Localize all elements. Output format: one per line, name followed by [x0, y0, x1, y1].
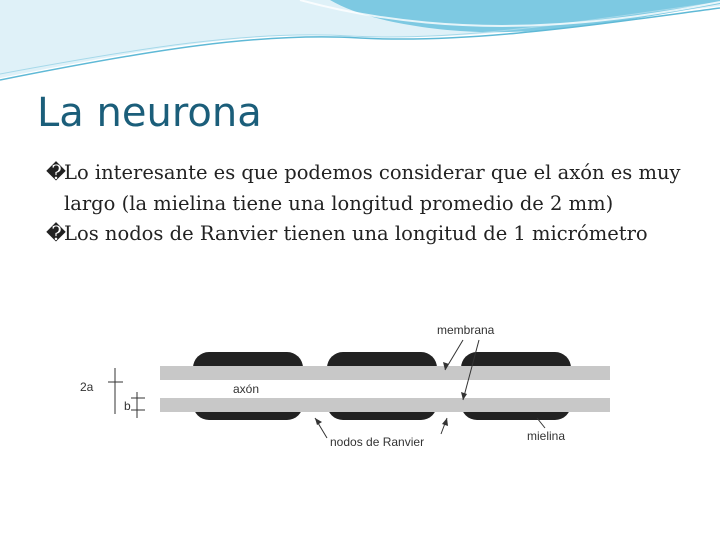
- label-b: b: [124, 399, 131, 413]
- dimension-b-mark: [131, 392, 145, 418]
- label-axon: axón: [233, 382, 260, 396]
- dimension-2a-mark: [108, 368, 123, 414]
- bullet-text: Lo interesante es que podemos considerar que el axón es muy largo (la mielina tiene una longitud promedio de 2 mm): [64, 161, 681, 215]
- arrowhead: [315, 418, 322, 425]
- bullet-item: [46, 219, 696, 250]
- label-nodos-de-ranvier: nodos de Ranvier: [330, 435, 425, 449]
- bullet-item: [46, 158, 696, 219]
- axon-diagram: [75, 318, 635, 468]
- membrane-band-top: [160, 366, 610, 380]
- label-membrana: membrana: [437, 323, 495, 337]
- bullet-glyph: �: [46, 161, 66, 184]
- axon-interior: [160, 380, 610, 398]
- label-2a: 2a: [80, 380, 94, 394]
- bullet-text: Los nodos de Ranvier tienen una longitud de 1 micrómetro: [64, 222, 648, 245]
- label-mielina: mielina: [527, 429, 566, 443]
- membrane-band-bottom: [160, 398, 610, 412]
- arrowhead: [442, 418, 448, 426]
- header-wave-decoration: [0, 0, 720, 90]
- bullet-list: [46, 158, 696, 250]
- bullet-glyph: �: [46, 222, 66, 245]
- slide-title: La neurona: [37, 90, 262, 136]
